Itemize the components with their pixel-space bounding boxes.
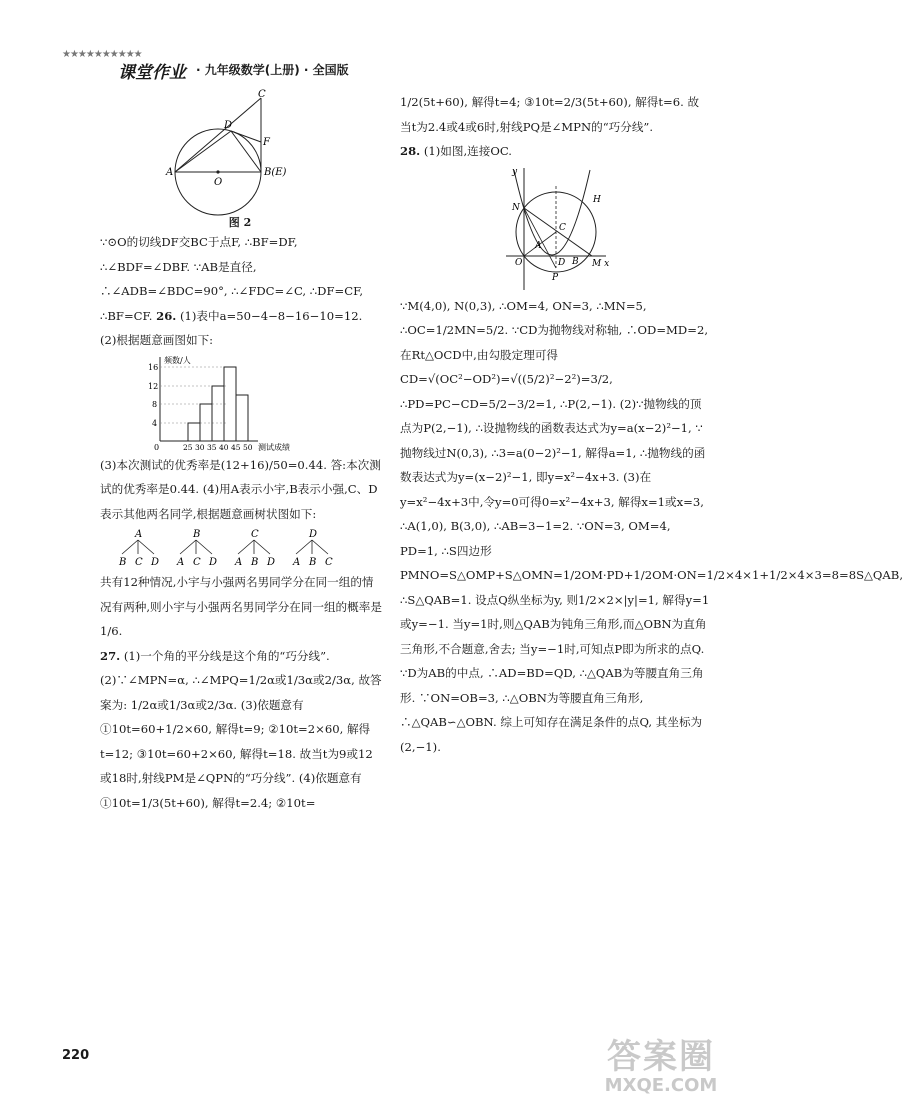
page-number: 220: [62, 1048, 90, 1063]
tree-root: B: [193, 529, 201, 540]
tree-branch: [254, 540, 270, 554]
solution-26-part3: (3)本次测试的优秀率是(12+16)/50=0.44. 答:本次测试的优秀率是0.44. (4)用A表示小宇,B表示小强,C、D表示其他两名同学,根据题意画树状图如下:: [100, 457, 381, 521]
chord-bd: [231, 131, 261, 172]
book-brand: 课堂作业: [118, 63, 186, 83]
label-a: A: [166, 167, 174, 178]
label-f: F: [263, 137, 270, 148]
watermark-logo-text: 答案圈: [607, 1037, 715, 1077]
tree-root: D: [309, 529, 318, 540]
solution-28-body: ∵M(4,0), N(0,3), ∴OM=4, ON=3, ∴MN=5, ∴OC=1/2MN=5/2. ∵CD为抛物线对称轴, ∴OD=MD=2, 在Rt△OCD中,由勾股定理可得CD=√(OC²−OD²)=√((5/2)²−2²)=3/2, ∴PD=PC−CD=5/2−3/2=1, ∴P(2,−1). (2)∵抛物线的顶点为P(2,−1), ∴设抛物线的函数表达式为y=a(x−2)²−1, ∵抛物线过N(0,3), ∴3=a(0−2)²−1, 解得a=1, ∴抛物线的函数表达式为y=(x−2)²−1, 即y=x²−4x+3. (3)在y=x²−4x+3中,令y=0可得0=x²−4x+3, 解得x=1或x=3, ∴A(1,0), B(3,0), ∴AB=3−1=2. ∵ON=3, OM=4, PD=1, ∴S四边形PMNO=S△OMP+S△OMN=1/2OM·PD+1/2OM·ON=1/2×4×1+1/2×4×3=8=8S△QAB, ∴S△QAB=1. 设点Q纵坐标为y, 则1/2×2×|y|=1, 解得y=1或y=−1. 当y=1时,则△QAB为钝角三角形,而△OBN为直角三角形,不合题意,舍去; 当y=−1时,可知点P即为所求的点Q. ∵D为AB的中点, ∴AD=BD=QD, ∴△QAB为等腰直角三角形. ∵ON=OB=3, ∴△OBN为等腰直角三角形, ∴△QAB∽△OBN. 综上可知存在满足条件的点Q, 其坐标为(2,−1).: [400, 298, 903, 754]
ytick-16: 16: [148, 362, 159, 372]
right-column: [400, 90, 903, 759]
tree-leaf: B: [251, 557, 259, 568]
figure-caption: 图 2: [228, 216, 252, 229]
question-number-26: 26.: [156, 308, 177, 323]
tree-leaf: C: [325, 557, 333, 568]
tree-leaf: D: [267, 557, 276, 568]
tree-branch: [122, 540, 138, 554]
frequency-histogram: [100, 353, 300, 453]
chord-ad: [175, 131, 231, 172]
parabola-circle-figure: [406, 164, 706, 294]
watermark-url: MXQE.COM: [604, 1075, 718, 1096]
xtick-30: 30: [195, 442, 205, 452]
tree-leaf: B: [309, 557, 317, 568]
xtick-45: 45: [231, 442, 241, 452]
ytick-4: 4: [152, 418, 158, 428]
parabola: [514, 170, 590, 255]
ytick-12: 12: [148, 381, 159, 391]
xtick-40: 40: [219, 442, 229, 452]
hist-xlabel: 测试成绩: [258, 442, 290, 452]
tree-root: C: [251, 529, 259, 540]
tree-leaf: A: [177, 557, 185, 568]
question-number-28: 28.: [400, 144, 421, 158]
label-be: B(E): [264, 167, 287, 178]
tree-branch: [296, 540, 312, 554]
xtick-25: 25: [183, 442, 193, 452]
label-o: O: [214, 177, 223, 188]
text-26-part1: (1)表中a=50−4−8−16−10=12. (2)根据题意画图如下:: [100, 308, 363, 347]
text-28-intro: (1)如图,连接OC.: [423, 144, 512, 158]
tree-branch: [238, 540, 254, 554]
bar-25-30: [188, 423, 200, 441]
bar-30-35: [200, 404, 212, 441]
label-c: C: [258, 89, 266, 100]
solution-27: [100, 644, 382, 816]
text-25: ∵⊙O的切线DF交BC于点F, ∴BF=DF, ∴∠BDF=∠DBF. ∵AB是直径, ∴∠ADB=∠BDC=90°, ∴∠FDC=∠C, ∴DF=CF, ∴BF=CF.: [100, 235, 364, 323]
label-d: D: [224, 120, 233, 131]
xtick-50: 50: [243, 442, 253, 452]
left-column: [100, 90, 382, 815]
line-ac: [175, 98, 261, 172]
center-point: [216, 170, 219, 173]
solution-25-cont: [100, 230, 382, 353]
label-h: H: [593, 194, 601, 205]
label-a2: A: [535, 240, 542, 251]
label-c2: C: [559, 222, 566, 233]
tree-branch: [312, 540, 328, 554]
ytick-8: 8: [152, 399, 158, 409]
circle-tangent-figure: [100, 90, 360, 216]
label-o2: O: [515, 257, 523, 268]
tree-leaf: D: [151, 557, 160, 568]
tree-branch: [138, 540, 154, 554]
hist-ylabel: 频数/人: [164, 355, 191, 365]
tree-branch: [180, 540, 196, 554]
tree-leaf: C: [135, 557, 143, 568]
solution-27-cont: 1/2(5t+60), 解得t=4; ③10t=2/3(5t+60), 解得t=6. 故当t为2.4或4或6时,射线PQ是∠MPN的“巧分线”.: [400, 95, 700, 134]
label-mx: M x: [592, 258, 610, 269]
tree-leaf: D: [209, 557, 218, 568]
text-27: (1)一个角的平分线是这个角的“巧分线”. (2)∵∠MPN=α, ∴∠MPQ=1/2α或1/3α或2/3α, 故答案为: 1/2α或1/3α或2/3α. (3)依题意有①10t=60+1/2×60, 解得t=9; ②10t=2×60, 解得t=12; ③10t=60+2×60, 解得t=18. 故当t为9或12或18时,射线PM是∠QPN的“巧分线”. (4)依题意有①10t=1/3(5t+60), 解得t=2.4; ②10t=: [100, 648, 382, 810]
tree-branch: [196, 540, 212, 554]
stars-decoration: ★★★★★★★★★★: [62, 49, 142, 60]
xtick-0: 0: [154, 442, 160, 452]
line-np: [524, 208, 556, 268]
xtick-35: 35: [207, 442, 217, 452]
bar-35-40: [212, 386, 224, 441]
tree-root: A: [135, 529, 143, 540]
tree-leaf: B: [119, 557, 127, 568]
label-b2: B: [572, 256, 579, 267]
tree-leaf: A: [293, 557, 301, 568]
tree-leaf: C: [193, 557, 201, 568]
solution-28-intro: [400, 139, 710, 164]
label-p2: P: [552, 272, 559, 283]
bar-45-50: [236, 395, 248, 441]
page-header: [62, 46, 462, 82]
label-y: y: [512, 166, 518, 177]
question-number-27: 27.: [100, 648, 121, 663]
label-d2: D: [558, 257, 566, 268]
probability-tree-diagram: [100, 526, 382, 570]
book-subtitle: · 九年级数学(上册) · 全国版: [196, 63, 349, 77]
solution-26-conclusion: 共有12种情况,小宇与小强两名男同学分在同一组的情况有两种,则小宇与小强两名男同学分在同一组的概率是1/6.: [100, 575, 382, 638]
watermark: [586, 1038, 736, 1096]
label-n: N: [512, 202, 520, 213]
tree-leaf: A: [235, 557, 243, 568]
